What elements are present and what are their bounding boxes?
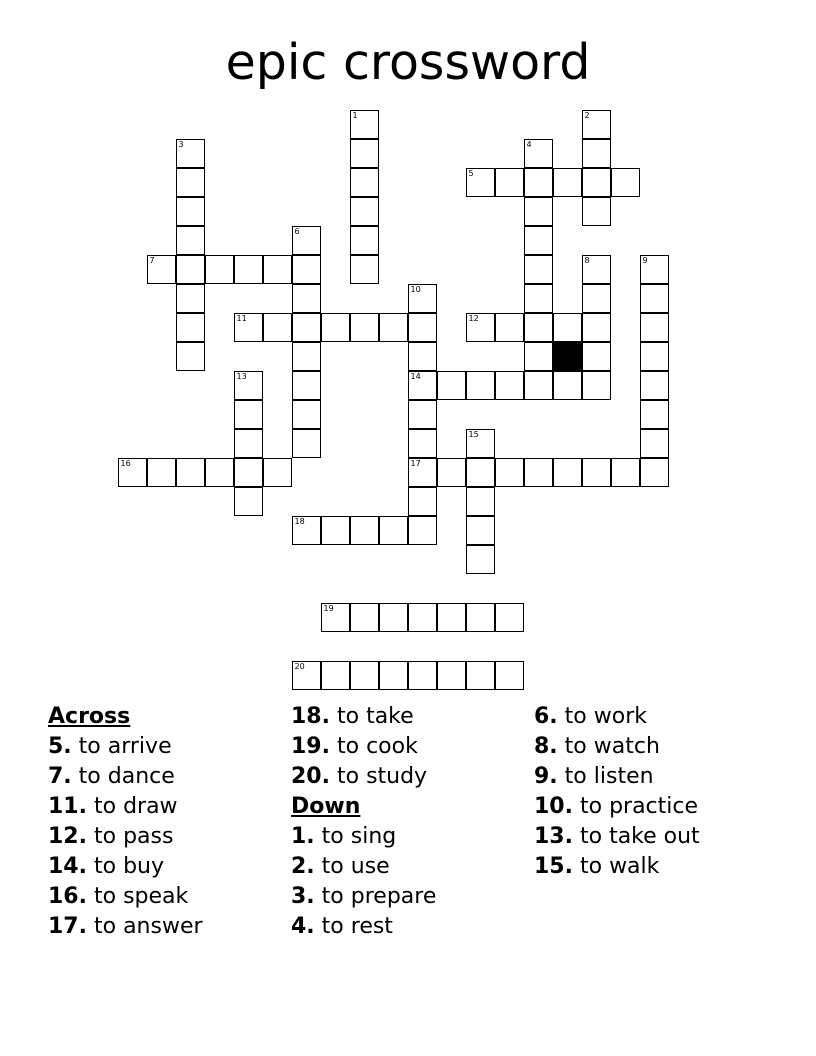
grid-cell [234,458,263,487]
grid-cell [582,110,611,139]
grid-cell [292,284,321,313]
grid-cell [263,313,292,342]
clue-across: 20. to study [291,764,428,789]
clue-across: 12. to pass [48,824,174,849]
grid-cell [437,371,466,400]
grid-cell [292,371,321,400]
grid-cell [466,458,495,487]
clue-down: 4. to rest [291,914,393,939]
grid-cell [466,661,495,690]
grid-cell [176,139,205,168]
grid-cell [408,603,437,632]
grid-cell [350,516,379,545]
grid-cell [553,168,582,197]
grid-cell [640,342,669,371]
grid-cell [466,545,495,574]
grid-cell [147,458,176,487]
grid-cell [524,255,553,284]
clue-down: 13. to take out [534,824,700,849]
grid-cell [350,661,379,690]
grid-cell [321,603,350,632]
grid-cell [640,400,669,429]
down-header: Down [291,794,361,819]
grid-cell [495,661,524,690]
cell-number: 19 [323,604,334,613]
grid-cell [350,255,379,284]
grid-cell [495,371,524,400]
cell-number: 5 [468,169,474,178]
grid-cell [524,458,553,487]
grid-cell [350,110,379,139]
grid-cell [292,226,321,255]
grid-cell [466,371,495,400]
grid-cell [176,284,205,313]
grid-cell [234,400,263,429]
grid-cell [524,197,553,226]
grid-cell [118,458,147,487]
grid-cell [495,458,524,487]
grid-cell [582,342,611,371]
grid-cell [176,313,205,342]
clue-down: 2. to use [291,854,390,879]
cell-number: 10 [410,285,421,294]
cell-number: 17 [410,459,421,468]
grid-cell [408,661,437,690]
grid-cell [524,168,553,197]
cell-number: 14 [410,372,421,381]
grid-cell [553,458,582,487]
cell-number: 2 [584,111,590,120]
clue-down: 1. to sing [291,824,397,849]
grid-cell [350,226,379,255]
grid-cell [379,661,408,690]
grid-cell [640,371,669,400]
clue-across: 11. to draw [48,794,178,819]
grid-cell [437,603,466,632]
across-header: Across [48,704,131,729]
grid-cell [553,313,582,342]
grid-cell [408,342,437,371]
grid-cell [408,284,437,313]
grid-cell [350,139,379,168]
clue-across: 18. to take [291,704,414,729]
grid-cell [321,313,350,342]
cell-number: 13 [236,372,247,381]
grid-cell [611,168,640,197]
grid-cell [466,429,495,458]
grid-cell [640,458,669,487]
cell-number: 8 [584,256,590,265]
cell-number: 15 [468,430,479,439]
clue-column-2 [291,702,436,942]
grid-cell [582,255,611,284]
cell-number: 1 [352,111,358,120]
clue-down: 9. to listen [534,764,654,789]
grid-cell [524,371,553,400]
grid-cell [582,139,611,168]
grid-cell [495,168,524,197]
cell-number: 11 [236,314,247,323]
grid-cell [321,516,350,545]
grid-cell [292,400,321,429]
grid-cell [582,168,611,197]
grid-cell [640,429,669,458]
cell-number: 6 [294,227,300,236]
grid-cell [524,313,553,342]
cell-number: 16 [120,459,131,468]
grid-cell [350,313,379,342]
clue-across: 19. to cook [291,734,418,759]
grid-cell [466,168,495,197]
grid-cell [350,197,379,226]
grid-cell [205,458,234,487]
clue-down: 15. to walk [534,854,660,879]
grid-cell [176,197,205,226]
cell-number: 9 [642,256,648,265]
grid-cell [234,313,263,342]
grid-cell [437,661,466,690]
grid-cell [292,429,321,458]
grid-cell [147,255,176,284]
grid-cell [466,603,495,632]
clue-across: 17. to answer [48,914,203,939]
grid-cell [292,342,321,371]
cell-number: 12 [468,314,479,323]
grid-cell [234,487,263,516]
grid-cell [263,255,292,284]
cell-number: 18 [294,517,305,526]
grid-cell [292,661,321,690]
grid-cell [437,458,466,487]
grid-cell [408,516,437,545]
clue-down: 3. to prepare [291,884,437,909]
clue-down: 6. to work [534,704,647,729]
grid-cell [292,516,321,545]
clue-column-3 [534,702,700,882]
grid-cell [234,429,263,458]
clue-down: 8. to watch [534,734,660,759]
grid-cell [466,487,495,516]
grid-cell [350,603,379,632]
grid-cell [408,458,437,487]
grid-cell [234,255,263,284]
grid-cell [582,284,611,313]
cell-number: 20 [294,662,305,671]
grid-cell [234,371,263,400]
grid-cell [524,139,553,168]
grid-cell [379,313,408,342]
cell-number: 3 [178,140,184,149]
clue-across: 5. to arrive [48,734,172,759]
clue-across: 16. to speak [48,884,189,909]
page-title: epic crossword [225,34,591,91]
grid-cell [205,255,234,284]
grid-cell [495,313,524,342]
grid-cell [408,371,437,400]
grid-cell [408,400,437,429]
grid-cell [611,458,640,487]
grid-cell [379,603,408,632]
grid-cell [176,226,205,255]
grid-cell [524,226,553,255]
grid-cell [640,284,669,313]
cell-number: 7 [149,256,155,265]
grid-cell [176,168,205,197]
grid-cell [176,255,205,284]
grid-cell [524,342,553,371]
clue-across: 14. to buy [48,854,164,879]
grid-cell [321,661,350,690]
grid-cell [582,458,611,487]
grid-cell [176,458,205,487]
grid-cell [263,458,292,487]
grid-cell [292,313,321,342]
grid-cell [640,313,669,342]
grid-cell [350,168,379,197]
grid-cell [582,371,611,400]
grid-cell [408,429,437,458]
black-square [553,342,582,371]
grid-cell [466,516,495,545]
grid-cell [582,313,611,342]
clue-across: 7. to dance [48,764,175,789]
grid-cell [524,284,553,313]
clue-column-1 [48,702,203,942]
grid-cell [582,197,611,226]
clue-down: 10. to practice [534,794,699,819]
grid-cell [466,313,495,342]
grid-cell [640,255,669,284]
cell-number: 4 [526,140,532,149]
grid-cell [495,603,524,632]
grid-cell [379,516,408,545]
grid-cell [553,371,582,400]
grid-cell [408,487,437,516]
grid-cell [408,313,437,342]
grid-cell [292,255,321,284]
grid-cell [176,342,205,371]
